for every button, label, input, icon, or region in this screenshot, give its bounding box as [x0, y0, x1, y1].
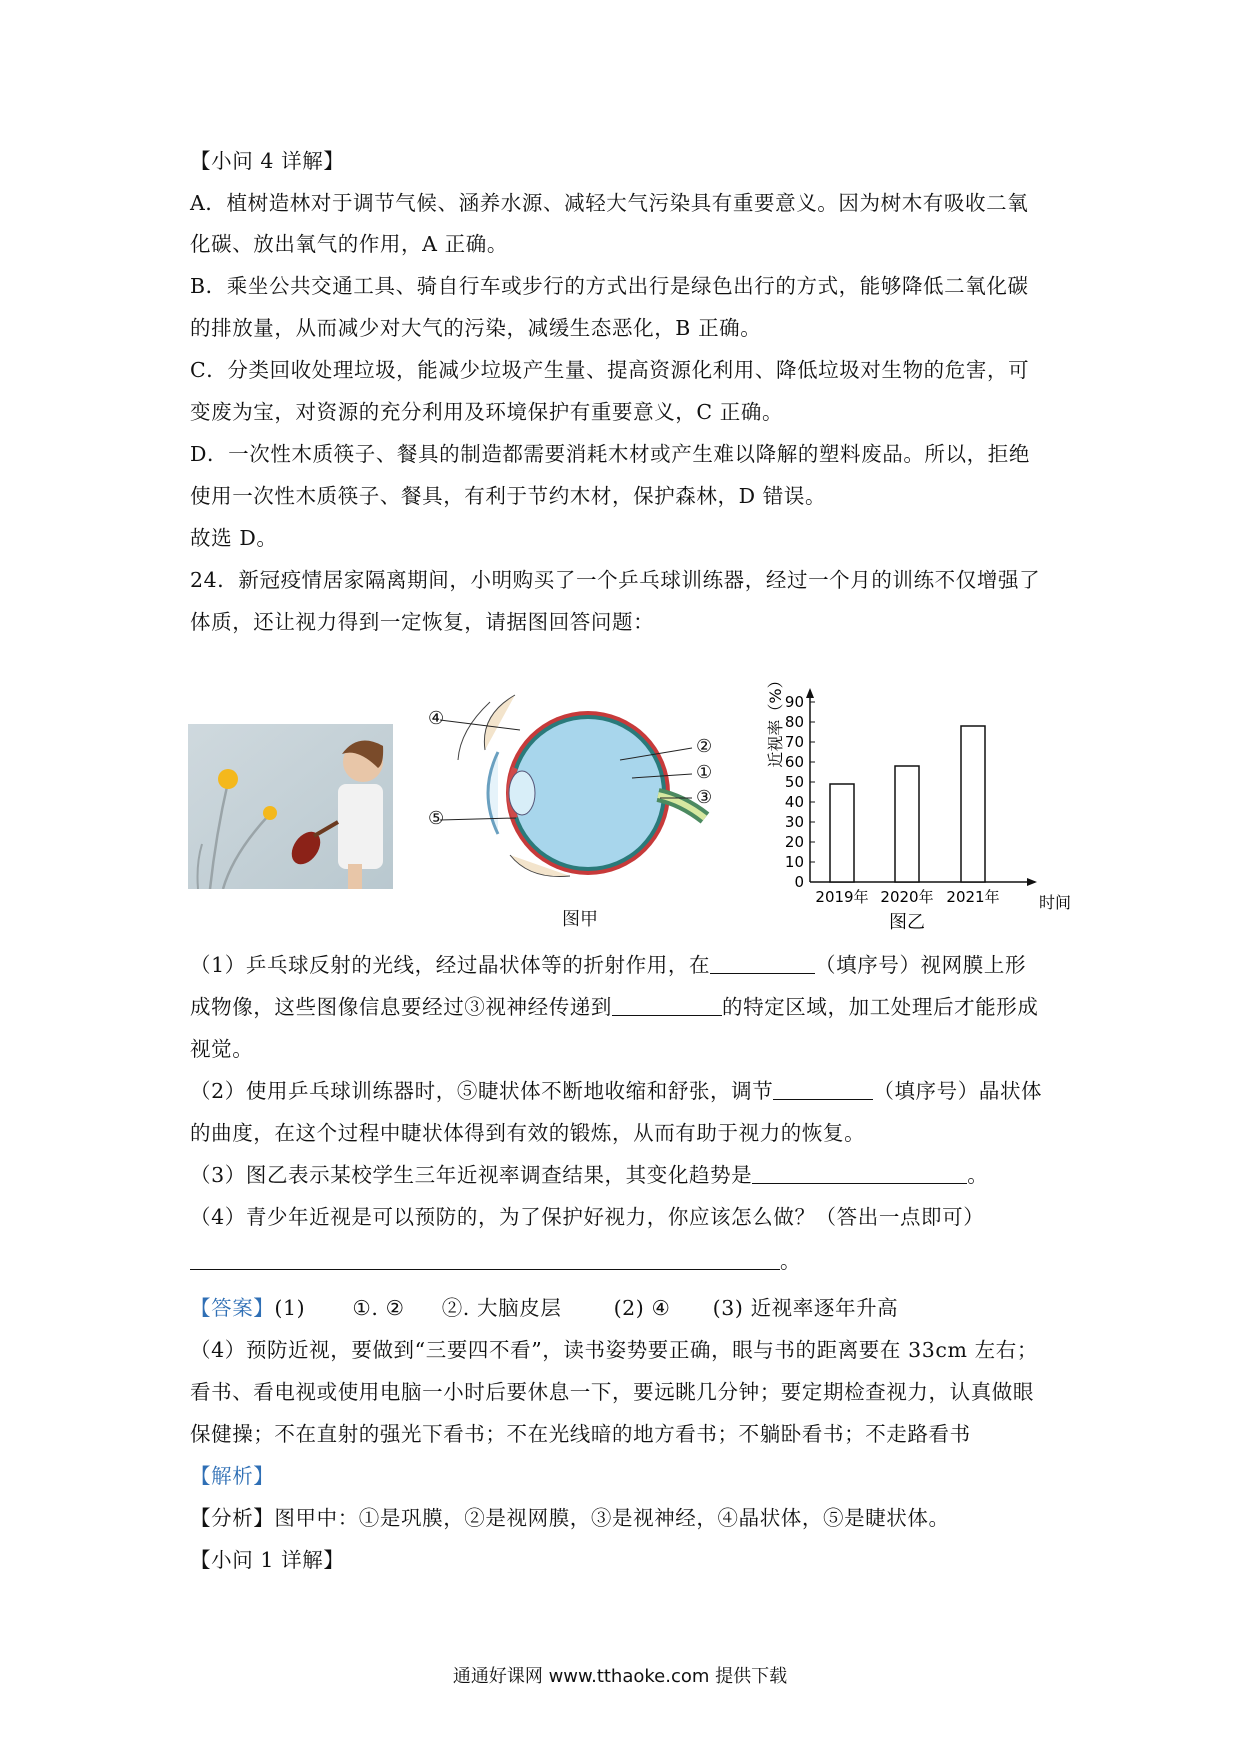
question-24-part1-line2 [190, 992, 1060, 1022]
answer-blank [612, 995, 722, 1016]
answer-part4-line3: 保健操；不在直射的强光下看书；不在光线暗的地方看书；不躺卧看书；不走路看书 [190, 1422, 971, 1446]
myopia-bar-chart [755, 660, 1075, 942]
q1-text-a: （1）乒乓球反射的光线，经过晶状体等的折射作用，在 [190, 953, 711, 977]
answer-blank [773, 1079, 873, 1100]
eye-label-2: ② [696, 736, 713, 757]
q4-text-b: 。 [780, 1249, 802, 1273]
question-24-stem: 24．新冠疫情居家隔离期间，小明购买了一个乒乓球训练器，经过一个月的训练不仅增强了 [190, 568, 1041, 592]
y-tick-label: 50 [784, 773, 804, 791]
y-tick-label: 20 [784, 833, 804, 851]
x-axis-arrow [1027, 878, 1037, 886]
answer-blank [710, 953, 815, 974]
q1-text-c: 成物像，这些图像信息要经过③视神经传递到 [190, 995, 612, 1019]
text-line: 的排放量，从而减少对大气的污染，减缓生态恶化，B 正确。 [190, 316, 762, 340]
q2-text-b: （填序号）晶状体 [873, 1079, 1043, 1103]
x-tick-label: 2019年 [815, 888, 869, 906]
text-line: 体质，还让视力得到一定恢复，请据图回答问题： [190, 610, 655, 634]
section-heading-q1-detail: 【小问 1 详解】 [190, 1548, 345, 1572]
text-line: 变废为宝，对资源的充分利用及环境保护有重要意义，C 正确。 [190, 400, 784, 424]
question-24-part2-line1 [190, 1076, 1060, 1106]
y-axis-arrow [806, 688, 814, 698]
y-tick-label: 10 [784, 853, 804, 871]
chart-title: 图乙 [889, 912, 925, 933]
question-24-part1-line1 [190, 950, 1060, 980]
eye-label-1: ① [696, 762, 713, 783]
question-24-part4: （4）青少年近视是可以预防的，为了保护好视力，你应该怎么做？（答出一点即可） [190, 1205, 985, 1229]
eye-label-4: ④ [428, 708, 445, 729]
text-line: B．乘坐公共交通工具、骑自行车或步行的方式出行是绿色出行的方式，能够降低二氧化碳 [190, 274, 1029, 298]
answer-part2: (2) ④ [613, 1296, 671, 1320]
answer-part1-1: ①. ② [352, 1296, 405, 1320]
text-line: 化碳、放出氧气的作用，A 正确。 [190, 232, 508, 256]
text-line: A．植树造林对于调节气候、涵养水源、减轻大气污染具有重要意义。因为树木有吸收二氧 [190, 191, 1029, 215]
answer-blank [190, 1249, 780, 1270]
chart-svg [755, 660, 1075, 942]
x-axis-label: 时间 [1038, 893, 1072, 912]
bar-2020年 [895, 766, 919, 882]
text-line: C．分类回收处理垃圾，能减少垃圾产生量、提高资源化利用、降低垃圾对生物的危害，可 [190, 358, 1030, 382]
analysis-label: 【解析】 [190, 1464, 275, 1488]
section-heading-q4-detail: 【小问 4 详解】 [190, 149, 345, 173]
answer-line [190, 1293, 1060, 1323]
answer-part4-line2: 看书、看电视或使用电脑一小时后要休息一下，要远眺几分钟；要定期检查视力，认真做眼 [190, 1380, 1034, 1404]
text-line: 故选 D。 [190, 526, 278, 550]
y-tick-label: 30 [784, 813, 804, 831]
bar-2021年 [961, 726, 985, 882]
y-tick-label: 70 [784, 733, 804, 751]
q2-text-a: （2）使用乒乓球训练器时，⑤睫状体不断地收缩和舒张，调节 [190, 1079, 774, 1103]
eye-diagram [420, 690, 720, 900]
q1-text-b: （填序号）视网膜上形 [815, 953, 1027, 977]
analysis-text: 【分析】图甲中：①是巩膜，②是视网膜，③是视神经，④晶状体，⑤是睫状体。 [190, 1506, 950, 1530]
y-tick-label: 90 [784, 693, 804, 711]
question-24-part3 [190, 1160, 1060, 1190]
answer-label: 【答案】 [190, 1296, 275, 1320]
photo-ping-pong-trainer [188, 724, 393, 889]
q3-text-a: （3）图乙表示某校学生三年近视率调查结果，其变化趋势是 [190, 1163, 753, 1187]
eye-label-3: ③ [696, 787, 713, 808]
x-tick-label: 2020年 [880, 888, 934, 906]
y-tick-label: 40 [784, 793, 804, 811]
answer-part1: (1) [274, 1296, 306, 1320]
answer-part3: (3) 近视率逐年升高 [712, 1296, 899, 1320]
text-line: 使用一次性木质筷子、餐具，有利于节约木材，保护森林，D 错误。 [190, 484, 827, 508]
eye-label-5: ⑤ [428, 808, 445, 829]
y-tick-label: 80 [784, 713, 804, 731]
text-line: D．一次性木质筷子、餐具的制造都需要消耗木材或产生难以降解的塑料废品。所以，拒绝 [190, 442, 1030, 466]
q1-text-d: 的特定区域，加工处理后才能形成 [722, 995, 1039, 1019]
answer-part4-line1: （4）预防近视，要做到“三要四不看”，读书姿势要正确，眼与书的距离要在 33cm 左右； [190, 1338, 1038, 1362]
q3-text-b: 。 [967, 1163, 989, 1187]
figure-caption-jia: 图甲 [562, 909, 598, 930]
bar-2019年 [830, 784, 854, 882]
answer-part1-2: ②. 大脑皮层 [441, 1296, 562, 1320]
question-24-part1-line3: 视觉。 [190, 1037, 254, 1061]
x-tick-label: 2021年 [946, 888, 1000, 906]
question-24-part2-line2: 的曲度，在这个过程中睫状体得到有效的锻炼，从而有助于视力的恢复。 [190, 1121, 866, 1145]
question-24-part4-blank-line [190, 1246, 1060, 1276]
y-tick-label: 0 [794, 873, 804, 891]
y-axis-label: 近视率（%） [766, 672, 785, 768]
y-tick-label: 60 [784, 753, 804, 771]
page-footer: 通通好课网 www.tthaoke.com 提供下载 [452, 1666, 788, 1687]
answer-blank [752, 1163, 967, 1184]
